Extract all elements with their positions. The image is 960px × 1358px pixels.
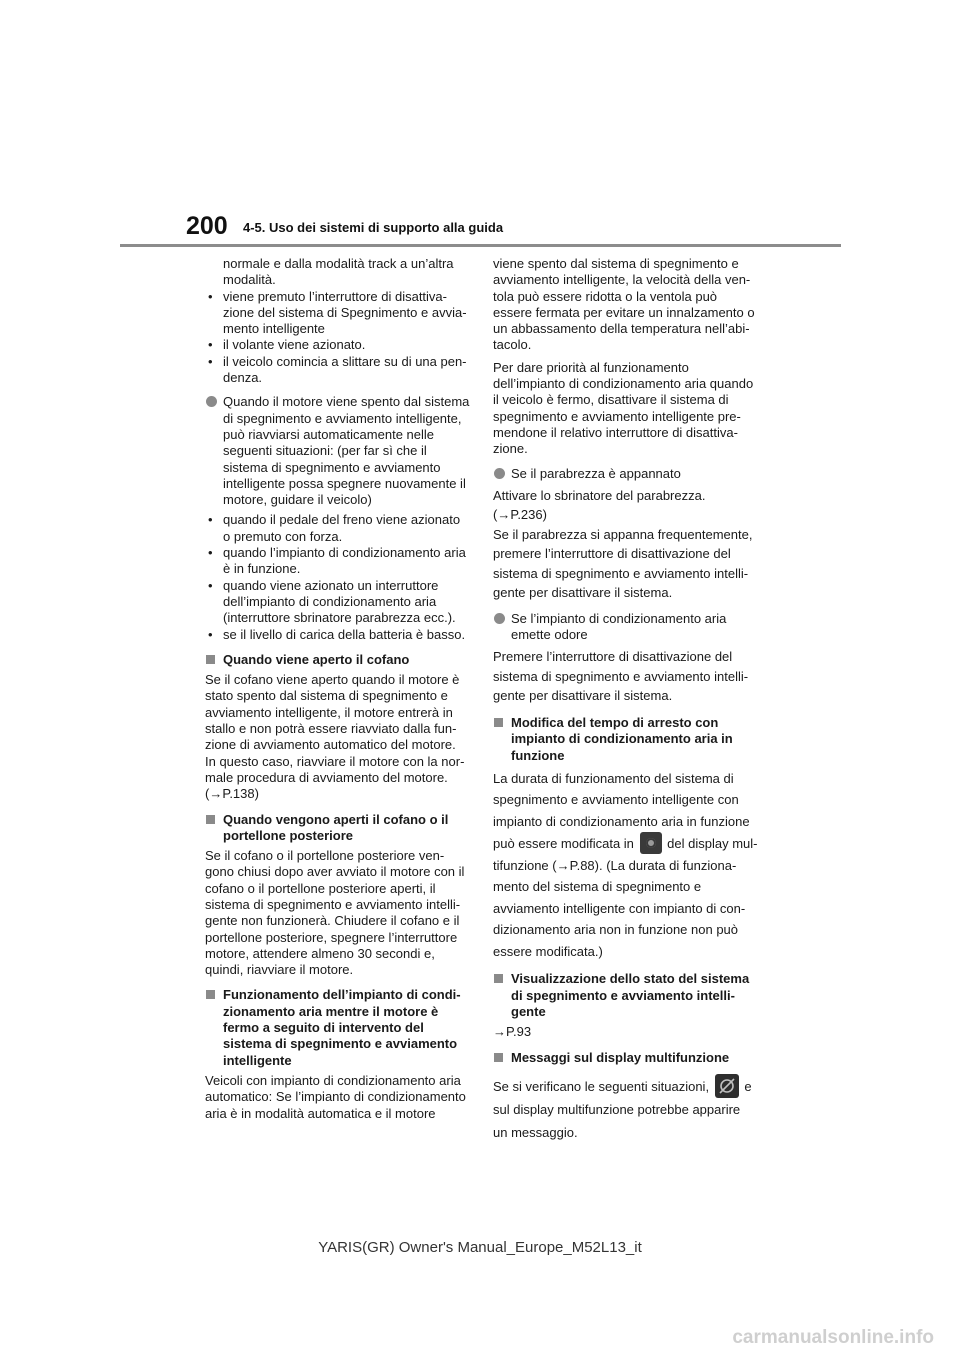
subheading <box>205 652 470 668</box>
paragraph-text: e sul display multifunzione potrebbe apparire un messaggio. <box>493 1078 752 1140</box>
paragraph: Per dare priorità al funzionamento dell’impianto di condizionamento aria quando il veicolo è fermo, disattivare il sistema di spegnimento e avviamento intelligente pre-mendone il relativo interruttore di disattiva-zione. <box>493 359 754 457</box>
list-item: • quando l’impianto di condizionamento aria è in funzione. <box>205 545 470 578</box>
list-item: • se il livello di carica della batteria è basso. <box>205 627 470 643</box>
page-reference: (→P.236) <box>493 507 547 523</box>
circle-bullet-icon <box>494 468 505 479</box>
circle-bullet-icon <box>206 396 217 407</box>
square-bullet-icon <box>494 718 503 727</box>
paragraph <box>493 1074 758 1144</box>
subheading <box>205 812 470 845</box>
page-reference: →P.93 <box>493 1024 532 1040</box>
note-text: Se il parabrezza è appannato <box>511 465 681 481</box>
list-item: • il veicolo comincia a slittare su di una pen-denza. <box>205 354 470 387</box>
subheading <box>493 1050 758 1066</box>
subheading-text: Funzionamento dell’impianto di condi-zionamento aria mentre il motore è fermo a seguito di intervento del sistema di spegnimento e avviamento intelligente <box>223 987 461 1068</box>
list-item: • quando viene azionato un interruttore dell’impianto di condizionamento aria (interruttore sbrinatore parabrezza ecc.). <box>205 578 470 627</box>
subheading-text: Modifica del tempo di arresto con impianto di condizionamento aria in funzione <box>511 714 733 763</box>
note-item <box>205 394 470 508</box>
header-divider <box>120 244 841 247</box>
paragraph-text: del display mul-tifunzione (→P.88). (La durata di funziona-mento del sistema di spegnimento e avviamento intelligente con impianto di con-dizionamento aria non in funzione non può essere modificata.) <box>493 836 758 959</box>
square-bullet-icon <box>206 815 215 824</box>
circle-bullet-icon <box>494 613 505 624</box>
subheading <box>493 971 758 1020</box>
list-item: • viene premuto l’interruttore di disattiva-zione del sistema di Spegnimento e avvia-mento intelligente <box>205 289 470 338</box>
page-number: 200 <box>186 212 228 240</box>
square-bullet-icon <box>206 655 215 664</box>
settings-gear-icon <box>640 832 662 854</box>
list-item: • il volante viene azionato. <box>205 337 470 353</box>
paragraph: Se il cofano o il portellone posteriore ven-gono chiusi dopo aver avviato il motore con il cofano o il portellone posteriore aperti, il sistema di spegnimento e avviamento intelli-gente non funzionerà. Chiudere il cofano e il portellone posteriore, spegnere l’interruttore motore, attendere almeno 30 secondi e, quindi, riavviare il motore. <box>205 848 465 978</box>
paragraph: Premere l’interruttore di disattivazione del sistema di spegnimento e avviamento intelli-gente per disattivare il sistema. <box>493 649 749 704</box>
paragraph-text: Se si verificano le seguenti situazioni, <box>493 1078 710 1094</box>
paragraph: Se il parabrezza si appanna frequentemente, premere l’interruttore di disattivazione del sistema di spegnimento e avviamento intelli-gente per disattivare il sistema. <box>493 526 753 601</box>
stop-start-indicator-icon-graphic <box>715 1074 739 1098</box>
subheading-text: Visualizzazione dello stato del sistema di spegnimento e avviamento intelli-gente <box>511 971 750 1019</box>
paragraph <box>493 768 758 963</box>
subheading-text: Quando vengono aperti il cofano o il portellone posteriore <box>223 811 449 843</box>
stop-start-indicator-icon <box>715 1074 739 1098</box>
square-bullet-icon <box>494 974 503 983</box>
paragraph: viene spento dal sistema di spegnimento e avviamento intelligente, la velocità della ven-tola può essere ridotta o la ventola può essere fermata per evitare un innalzamento o un abbassamento della temperatura nell’abi-tacolo. <box>493 256 755 353</box>
page-reference: (→P.138) <box>205 786 259 802</box>
note-text: Se l’impianto di condizionamento aria emette odore <box>511 610 727 643</box>
subheading <box>493 715 758 764</box>
note-item <box>493 466 758 482</box>
paragraph: Se il cofano viene aperto quando il motore è stato spento dal sistema di spegnimento e avviamento intelligente, il motore entrerà in stallo e non potrà essere riavviato dalla fun-zione di avviamento automatico del motore. In questo caso, riavviare il motore con la nor-male procedura di avviamento del motore. <box>205 672 465 785</box>
paragraph: Attivare lo sbrinatore del parabrezza. <box>493 487 706 503</box>
subheading-text: Quando viene aperto il cofano <box>223 651 410 667</box>
manual-id-footer: YARIS(GR) Owner's Manual_Europe_M52L13_it <box>318 1239 642 1256</box>
subheading-text: Messaggi sul display multifunzione <box>511 1049 730 1065</box>
square-bullet-icon <box>494 1053 503 1062</box>
paragraph: Veicoli con impianto di condizionamento aria automatico: Se l’impianto di condizionamento aria è in modalità automatica e il motore <box>205 1072 466 1121</box>
subheading <box>205 987 470 1068</box>
paragraph: normale e dalla modalità track a un’altra modalità. <box>223 256 454 288</box>
watermark: carmanualsonline.info <box>732 1327 934 1348</box>
paragraph-text: La durata di funzionamento del sistema di spegnimento e avviamento intelligente con impianto di condizionamento aria in funzione può essere modificata in <box>493 770 750 852</box>
right-column <box>493 256 758 1150</box>
list-item: • quando il pedale del freno viene azionato o premuto con forza. <box>205 512 470 545</box>
note-text: Quando il motore viene spento dal sistema di spegnimento e avviamento intelligente, può riavviarsi automaticamente nelle seguenti situazioni: (per far sì che il sistema di spegnimento e avviamento intelligente possa spegnere nuovamente il motore, guidare il veicolo) <box>223 394 470 508</box>
left-column <box>205 256 470 1128</box>
note-item <box>493 611 758 644</box>
square-bullet-icon <box>206 990 215 999</box>
section-title: 4-5. Uso dei sistemi di supporto alla guida <box>243 220 504 235</box>
